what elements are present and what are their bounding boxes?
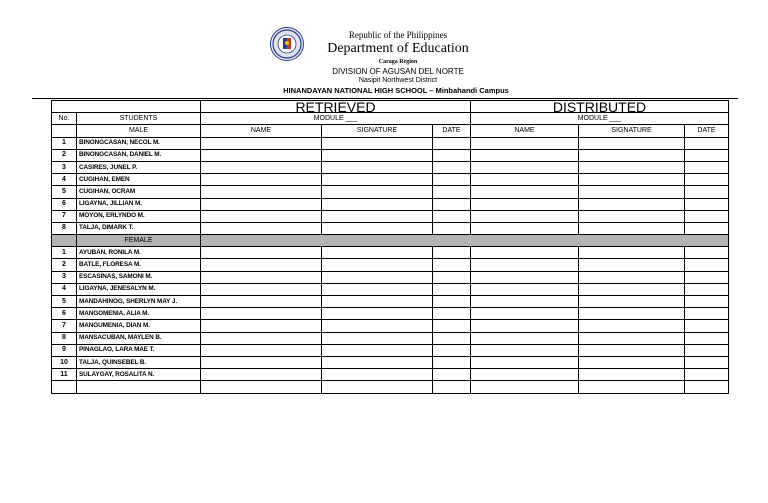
distributed-date-cell[interactable] xyxy=(685,247,729,259)
retrieved-signature-cell[interactable] xyxy=(322,161,433,173)
student-name: MOYON, ERLYNDO M. xyxy=(77,210,201,222)
blank-corner-cell xyxy=(52,101,201,113)
student-number: 5 xyxy=(52,296,77,308)
retrieved-name-cell[interactable] xyxy=(201,369,322,381)
distributed-signature-cell[interactable] xyxy=(579,296,685,308)
distributed-date-cell[interactable] xyxy=(685,186,729,198)
distributed-signature-cell[interactable] xyxy=(579,186,685,198)
retrieved-name-cell[interactable] xyxy=(201,320,322,332)
student-name: MANDAHINOG, SHERLYN MAY J. xyxy=(77,296,201,308)
distributed-signature-cell[interactable] xyxy=(579,332,685,344)
distributed-date-cell[interactable] xyxy=(685,137,729,149)
distributed-date-header: DATE xyxy=(685,125,729,137)
module-roster-table xyxy=(51,100,729,394)
retrieved-date-cell[interactable] xyxy=(433,320,471,332)
student-number: 7 xyxy=(52,210,77,222)
student-row xyxy=(52,344,729,356)
retrieved-signature-cell[interactable] xyxy=(322,222,433,234)
distributed-name-cell[interactable] xyxy=(471,344,579,356)
student-number: 8 xyxy=(52,332,77,344)
retrieved-date-cell[interactable] xyxy=(433,283,471,295)
retrieved-name-cell[interactable] xyxy=(201,149,322,161)
retrieved-date-cell[interactable] xyxy=(433,369,471,381)
student-name: ESCASINAS, SAMONI M. xyxy=(77,271,201,283)
distributed-date-cell[interactable] xyxy=(685,308,729,320)
student-name: MANGOMENIA, ALIA M. xyxy=(77,308,201,320)
retrieved-name-cell[interactable] xyxy=(201,198,322,210)
distributed-name-cell[interactable] xyxy=(471,137,579,149)
empty-cell[interactable] xyxy=(471,381,579,393)
distributed-signature-header: SIGNATURE xyxy=(579,125,685,137)
distributed-date-cell[interactable] xyxy=(685,161,729,173)
student-row xyxy=(52,296,729,308)
student-number: 6 xyxy=(52,198,77,210)
student-number: 7 xyxy=(52,320,77,332)
student-row xyxy=(52,137,729,149)
section-title-row xyxy=(52,101,729,113)
student-name: AYUBAN, RONILA M. xyxy=(77,247,201,259)
retrieved-name-cell[interactable] xyxy=(201,210,322,222)
distributed-name-cell[interactable] xyxy=(471,308,579,320)
student-row xyxy=(52,161,729,173)
student-row xyxy=(52,259,729,271)
distributed-name-cell[interactable] xyxy=(471,271,579,283)
retrieved-date-cell[interactable] xyxy=(433,137,471,149)
student-number: 1 xyxy=(52,137,77,149)
distributed-name-cell[interactable] xyxy=(471,210,579,222)
student-row xyxy=(52,283,729,295)
distributed-date-cell[interactable] xyxy=(685,283,729,295)
student-number: 2 xyxy=(52,149,77,161)
male-label: MALE xyxy=(77,125,201,137)
distributed-date-cell[interactable] xyxy=(685,210,729,222)
retrieved-signature-cell[interactable] xyxy=(322,247,433,259)
student-row xyxy=(52,174,729,186)
distributed-title: DISTRIBUTED xyxy=(471,101,729,113)
retrieved-signature-cell[interactable] xyxy=(322,369,433,381)
retrieved-name-cell[interactable] xyxy=(201,296,322,308)
retrieved-name-cell[interactable] xyxy=(201,356,322,368)
school-line: HINANDAYAN NATIONAL HIGH SCHOOL – Minbahandi Campus xyxy=(283,86,509,95)
retrieved-name-cell[interactable] xyxy=(201,344,322,356)
empty-cell[interactable] xyxy=(685,381,729,393)
retrieved-date-cell[interactable] xyxy=(433,296,471,308)
student-number: 1 xyxy=(52,247,77,259)
empty-row xyxy=(52,381,729,393)
retrieved-name-cell[interactable] xyxy=(201,283,322,295)
distributed-signature-cell[interactable] xyxy=(579,222,685,234)
distributed-name-cell[interactable] xyxy=(471,369,579,381)
distributed-signature-cell[interactable] xyxy=(579,137,685,149)
distributed-name-cell[interactable] xyxy=(471,259,579,271)
student-number: 3 xyxy=(52,161,77,173)
retrieved-signature-cell[interactable] xyxy=(322,344,433,356)
blank-no-cell xyxy=(52,125,77,137)
retrieved-date-cell[interactable] xyxy=(433,356,471,368)
distributed-signature-cell[interactable] xyxy=(579,320,685,332)
student-row xyxy=(52,369,729,381)
blank-no-cell xyxy=(52,235,77,247)
student-name: CUGIHAN, OCRAM xyxy=(77,186,201,198)
student-name: PINAGLAO, LARA MAE T. xyxy=(77,344,201,356)
student-number: 11 xyxy=(52,369,77,381)
retrieved-date-cell[interactable] xyxy=(433,344,471,356)
distributed-signature-cell[interactable] xyxy=(579,259,685,271)
distributed-name-header: NAME xyxy=(471,125,579,137)
retrieved-date-cell[interactable] xyxy=(433,186,471,198)
student-row xyxy=(52,271,729,283)
retrieved-date-cell[interactable] xyxy=(433,259,471,271)
student-row xyxy=(52,222,729,234)
retrieved-signature-cell[interactable] xyxy=(322,198,433,210)
retrieved-date-cell[interactable] xyxy=(433,308,471,320)
student-row xyxy=(52,210,729,222)
retrieved-signature-cell[interactable] xyxy=(322,296,433,308)
distributed-signature-cell[interactable] xyxy=(579,283,685,295)
retrieved-date-cell[interactable] xyxy=(433,271,471,283)
distributed-signature-cell[interactable] xyxy=(579,308,685,320)
distributed-signature-cell[interactable] xyxy=(579,369,685,381)
student-number: 4 xyxy=(52,174,77,186)
student-name: SULAYGAY, ROSALITA N. xyxy=(77,369,201,381)
retrieved-signature-cell[interactable] xyxy=(322,332,433,344)
module-row xyxy=(52,113,729,125)
retrieved-name-cell[interactable] xyxy=(201,174,322,186)
retrieved-name-header: NAME xyxy=(201,125,322,137)
students-header: STUDENTS xyxy=(77,113,201,125)
retrieved-name-cell[interactable] xyxy=(201,259,322,271)
student-row xyxy=(52,186,729,198)
distributed-name-cell[interactable] xyxy=(471,186,579,198)
retrieved-date-cell[interactable] xyxy=(433,174,471,186)
female-section-row xyxy=(52,235,729,247)
student-number: 9 xyxy=(52,344,77,356)
retrieved-signature-cell[interactable] xyxy=(322,137,433,149)
distributed-signature-cell[interactable] xyxy=(579,198,685,210)
module-label-distributed: MODULE ___ xyxy=(471,113,729,125)
retrieved-name-cell[interactable] xyxy=(201,186,322,198)
retrieved-name-cell[interactable] xyxy=(201,137,322,149)
header-divider xyxy=(32,98,738,99)
student-name: CASIRES, JUNEL P. xyxy=(77,161,201,173)
retrieved-signature-header: SIGNATURE xyxy=(322,125,433,137)
female-label: FEMALE xyxy=(77,235,201,247)
document-header xyxy=(0,0,768,98)
distributed-signature-cell[interactable] xyxy=(579,247,685,259)
empty-cell[interactable] xyxy=(579,381,685,393)
region-line: Caraga Region xyxy=(378,59,418,65)
student-number: 5 xyxy=(52,186,77,198)
student-row xyxy=(52,149,729,161)
student-number: 2 xyxy=(52,259,77,271)
empty-cell[interactable] xyxy=(322,381,433,393)
retrieved-date-cell[interactable] xyxy=(433,222,471,234)
republic-line: Republic of the Philippines xyxy=(348,30,448,40)
retrieved-title: RETRIEVED xyxy=(201,101,471,113)
student-row xyxy=(52,320,729,332)
retrieved-date-cell[interactable] xyxy=(433,247,471,259)
distributed-name-cell[interactable] xyxy=(471,198,579,210)
retrieved-signature-cell[interactable] xyxy=(322,149,433,161)
distributed-date-cell[interactable] xyxy=(685,344,729,356)
student-row xyxy=(52,356,729,368)
distributed-name-cell[interactable] xyxy=(471,149,579,161)
division-line: DIVISION OF AGUSAN DEL NORTE xyxy=(332,67,464,76)
student-name: BATLE, FLORESA M. xyxy=(77,259,201,271)
retrieved-name-cell[interactable] xyxy=(201,332,322,344)
retrieved-date-cell[interactable] xyxy=(433,149,471,161)
retrieved-date-cell[interactable] xyxy=(433,161,471,173)
retrieved-signature-cell[interactable] xyxy=(322,186,433,198)
retrieved-date-cell[interactable] xyxy=(433,210,471,222)
distributed-date-cell[interactable] xyxy=(685,174,729,186)
student-name: TALJA, DIMARK T. xyxy=(77,222,201,234)
retrieved-signature-cell[interactable] xyxy=(322,283,433,295)
empty-cell[interactable] xyxy=(433,381,471,393)
distributed-name-cell[interactable] xyxy=(471,332,579,344)
student-name: CUGIHAN, EMEN xyxy=(77,174,201,186)
distributed-signature-cell[interactable] xyxy=(579,344,685,356)
column-header-row xyxy=(52,125,729,137)
student-row xyxy=(52,247,729,259)
student-name: LIGAYNA, JENESALYN M. xyxy=(77,283,201,295)
empty-cell[interactable] xyxy=(77,381,201,393)
department-line: Department of Education xyxy=(327,41,469,56)
female-separator-fill xyxy=(201,235,729,247)
student-name: MANGUMENIA, DIAN M. xyxy=(77,320,201,332)
distributed-name-cell[interactable] xyxy=(471,356,579,368)
retrieved-signature-cell[interactable] xyxy=(322,271,433,283)
distributed-signature-cell[interactable] xyxy=(579,271,685,283)
student-number: 3 xyxy=(52,271,77,283)
distributed-signature-cell[interactable] xyxy=(579,210,685,222)
distributed-signature-cell[interactable] xyxy=(579,356,685,368)
retrieved-name-cell[interactable] xyxy=(201,271,322,283)
retrieved-date-cell[interactable] xyxy=(433,332,471,344)
distributed-date-cell[interactable] xyxy=(685,296,729,308)
student-name: MANSACUBAN, MAYLEN B. xyxy=(77,332,201,344)
distributed-name-cell[interactable] xyxy=(471,296,579,308)
retrieved-date-header: DATE xyxy=(433,125,471,137)
distributed-signature-cell[interactable] xyxy=(579,174,685,186)
retrieved-name-cell[interactable] xyxy=(201,308,322,320)
student-number: 6 xyxy=(52,308,77,320)
empty-cell[interactable] xyxy=(52,381,77,393)
distributed-name-cell[interactable] xyxy=(471,320,579,332)
student-name: BINONGCASAN, DANIEL M. xyxy=(77,149,201,161)
distributed-date-cell[interactable] xyxy=(685,222,729,234)
retrieved-signature-cell[interactable] xyxy=(322,174,433,186)
module-label-retrieved: MODULE ___ xyxy=(201,113,471,125)
distributed-date-cell[interactable] xyxy=(685,356,729,368)
student-number: 8 xyxy=(52,222,77,234)
roster-body xyxy=(52,137,729,393)
retrieved-name-cell[interactable] xyxy=(201,247,322,259)
distributed-name-cell[interactable] xyxy=(471,247,579,259)
student-row xyxy=(52,198,729,210)
student-row xyxy=(52,332,729,344)
distributed-name-cell[interactable] xyxy=(471,174,579,186)
retrieved-date-cell[interactable] xyxy=(433,198,471,210)
student-number: 4 xyxy=(52,283,77,295)
retrieved-name-cell[interactable] xyxy=(201,222,322,234)
distributed-name-cell[interactable] xyxy=(471,161,579,173)
distributed-name-cell[interactable] xyxy=(471,222,579,234)
distributed-date-cell[interactable] xyxy=(685,332,729,344)
student-row xyxy=(52,308,729,320)
distributed-date-cell[interactable] xyxy=(685,198,729,210)
empty-cell[interactable] xyxy=(201,381,322,393)
distributed-signature-cell[interactable] xyxy=(579,161,685,173)
no-header: No. xyxy=(52,113,77,125)
distributed-date-cell[interactable] xyxy=(685,369,729,381)
distributed-date-cell[interactable] xyxy=(685,320,729,332)
retrieved-name-cell[interactable] xyxy=(201,161,322,173)
distributed-date-cell[interactable] xyxy=(685,271,729,283)
distributed-name-cell[interactable] xyxy=(471,283,579,295)
retrieved-signature-cell[interactable] xyxy=(322,308,433,320)
student-name: BINONGCASAN, NECOL M. xyxy=(77,137,201,149)
distributed-date-cell[interactable] xyxy=(685,259,729,271)
student-name: LIGAYNA, JILLIAN M. xyxy=(77,198,201,210)
distributed-date-cell[interactable] xyxy=(685,149,729,161)
student-number: 10 xyxy=(52,356,77,368)
retrieved-signature-cell[interactable] xyxy=(322,320,433,332)
student-name: TALJA, QUINSEBEL B. xyxy=(77,356,201,368)
retrieved-signature-cell[interactable] xyxy=(322,210,433,222)
retrieved-signature-cell[interactable] xyxy=(322,356,433,368)
retrieved-signature-cell[interactable] xyxy=(322,259,433,271)
distributed-signature-cell[interactable] xyxy=(579,149,685,161)
district-line: Nasipit Northwest District xyxy=(358,77,438,84)
